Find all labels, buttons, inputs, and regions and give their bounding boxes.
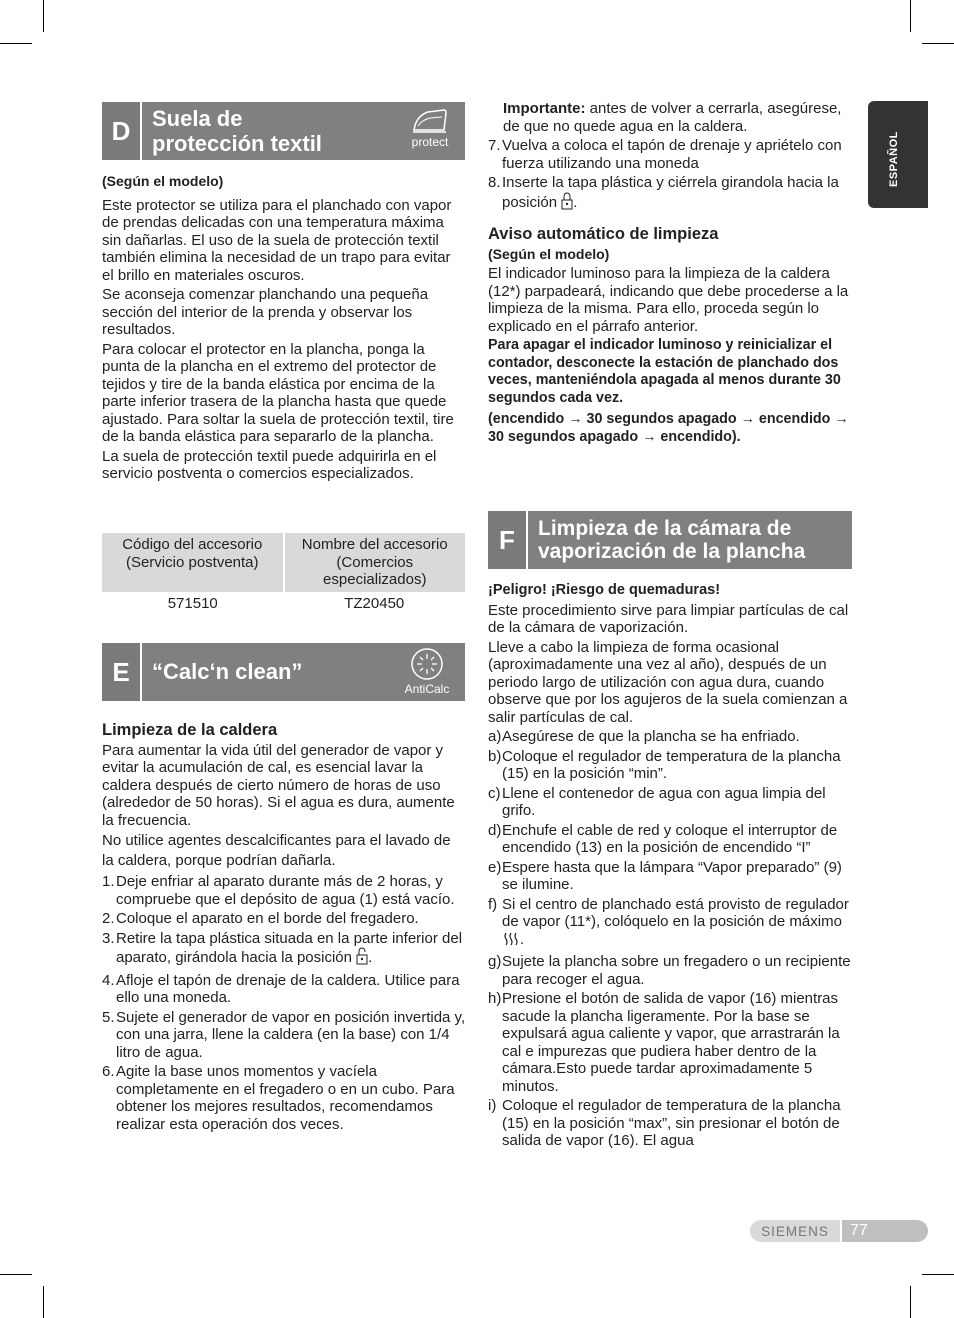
unlock-icon: [356, 947, 368, 970]
list-item: 3. Retire la tapa plástica situada en la parte inferior del aparato, girándola hacia la posición .: [102, 930, 466, 970]
paragraph: Para colocar el protector en la plancha, ponga la punta de la plancha en el extremo del protector de tejidos y tire de la banda elástica por encima de la parte inferior trasera de la plancha hasta que quede ajustado. Para soltar la suela de protección textil, tire de la banda elástica para separarlo de la plancha.: [102, 340, 454, 445]
page-number-box: [842, 1220, 928, 1242]
list-item: d) Enchufe el cable de red y coloque el interruptor de encendido (13) en la posición de encendido “I”: [488, 821, 838, 856]
brand-label: SIEMENS: [750, 1220, 840, 1242]
step-list: [488, 728, 854, 1150]
table-row: [102, 592, 465, 616]
accessory-table: [102, 533, 465, 615]
crop-mark: [922, 43, 954, 44]
model-note: (Según el modelo): [488, 245, 610, 262]
crop-mark: [0, 1274, 32, 1275]
table-header: Código del accesorio (Servicio postventa): [102, 533, 284, 592]
step-list: [488, 137, 852, 214]
section-title: Suela de protección textil: [152, 106, 322, 156]
crop-mark: [0, 43, 32, 44]
list-item: 4. Afloje el tapón de drenaje de la caldera. Utilice para ello una moneda.: [102, 971, 460, 1006]
left-column-e: [102, 722, 466, 1135]
crop-mark: [910, 0, 911, 32]
subheading: Aviso automático de limpieza: [488, 225, 719, 243]
list-item: i) Coloque el regulador de temperatura de la plancha (15) en la posición “max”, sin presionar el botón de salida de vapor (16). El agua: [488, 1097, 841, 1149]
accessory-table-wrap: [102, 533, 465, 615]
section-title: Limpieza de la cámara de vaporización de la plancha: [538, 517, 806, 563]
lock-icon: [561, 192, 573, 215]
table-cell: 571510: [167, 594, 218, 612]
step-list: [102, 873, 466, 1133]
section-title: “Calc‘n clean”: [152, 659, 303, 684]
important-note: Importante: antes de volver a cerrarla, asegúrese, de que no quede agua en la caldera.: [503, 100, 842, 135]
list-item: e) Espere hasta que la lámpara “Vapor preparado” (9) se ilumine.: [488, 858, 842, 893]
left-column: [102, 173, 466, 485]
paragraph: No utilice agentes descalcificantes para el lavado de la caldera, porque podrían dañarla.: [102, 832, 451, 869]
section-d-header: [102, 102, 465, 160]
section-e-header: [102, 643, 465, 701]
list-item: 1. Deje enfriar al aparato durante más de 2 horas, y compruebe que el depósito de agua (1) está vacío.: [102, 873, 455, 908]
language-tab: [868, 101, 928, 208]
list-item: 7. Vuelva a coloca el tapón de drenaje y apriételo con fuerza utilizando una moneda: [488, 137, 842, 172]
list-item: f) Si el centro de planchado está provisto de regulador de vapor (11*), colóquelo en la posición de máximo .: [488, 896, 854, 952]
right-column-top: [488, 100, 852, 448]
section-f-header: [488, 511, 852, 569]
reset-sequence: (encendido → 30 segundos apagado → encendido → 30 segundos apagado → encendido).: [488, 411, 849, 445]
list-item: g) Sujete la plancha sobre un fregadero o un recipiente para recoger el agua.: [488, 953, 851, 988]
section-letter: F: [488, 511, 528, 569]
crop-mark: [43, 1286, 44, 1318]
paragraph: Este protector se utiliza para el planchado con vapor de prendas delicadas con una temperatura máxima sin dañarlas. El uso de la suela de protección textil también elimina la necesidad de un trapo para evitar el brillo en materiales oscuros.: [102, 196, 452, 284]
iron-protect-icon: [401, 106, 459, 156]
list-item: 6. Agite la base unos momentos y vacíela completamente en el fregadero o en un cubo. Para obtener los mejores resultados, recomendamos realizar esta operación dos veces.: [102, 1063, 455, 1133]
icon-caption: protect: [411, 135, 449, 149]
list-item: 5. Sujete el generador de vapor en posición invertida y, con una jarra, llene la caldera (en la base) con 1/4 litro de agua.: [102, 1008, 466, 1061]
table-header: Nombre del accesorio (Comercios especializados): [284, 533, 466, 592]
crop-mark: [910, 1286, 911, 1318]
anticalc-icon: [395, 647, 459, 697]
list-item: b) Coloque el regulador de temperatura de la plancha (15) en la posición “min”.: [488, 747, 841, 782]
list-item: c) Llene el contenedor de agua con agua limpia del grifo.: [488, 784, 826, 819]
crop-mark: [922, 1274, 954, 1275]
crop-mark: [43, 0, 44, 32]
paragraph: Este procedimiento sirve para limpiar partículas de cal de la cámara de vaporización.: [488, 601, 849, 636]
paragraph: Para aumentar la vida útil del generador de vapor y evitar la acumulación de cal, es esencial lavar la caldera después de cierto número de horas de uso (alrededor de 50 horas). Si el agua es dura, aumente la frecuencia.: [102, 741, 455, 829]
paragraph: El indicador luminoso para la limpieza de la caldera (12*) parpadeará, indicando que debe procederse a la limpieza de la misma. Para ello, proceda según lo explicado en el párrafo anterior.: [488, 265, 849, 335]
right-column-f: [488, 582, 854, 1152]
list-item: a) Asegúrese de que la plancha se ha enfriado.: [488, 728, 800, 745]
paragraph: La suela de protección textil puede adquirirla en el servicio postventa o comercios especializados.: [102, 447, 437, 482]
icon-caption: AntiCalc: [404, 682, 450, 696]
list-item: h) Presione el botón de salida de vapor (16) mientras sacude la plancha ligeramente. Por la base se expulsará agua caliente y vapor, que arrastrarán la cal e impurezas que pudiera haber dentro de la cámara.Esto puede tardar aproximadamente 5 minutos.: [488, 990, 840, 1095]
language-label: ESPAÑOL: [888, 131, 900, 187]
list-item: 2. Coloque el aparato en el borde del fregadero.: [102, 910, 419, 927]
reset-instructions: Para apagar el indicador luminoso y reinicializar el contador, desconecte la estación de planchado dos veces, manteniéndola apagada al menos durante 30 segundos cada vez.: [488, 337, 841, 406]
danger-warning: ¡Peligro! ¡Riesgo de quemaduras!: [488, 582, 721, 598]
subheading: Limpieza de la caldera: [102, 721, 278, 739]
model-note: (Según el modelo): [102, 173, 224, 189]
paragraph: Se aconseja comenzar planchando una pequeña sección del interior de la prenda y observar los resultados.: [102, 286, 429, 338]
section-letter: D: [102, 102, 142, 160]
page-number: 77: [850, 1222, 868, 1239]
steam-max-icon: [502, 931, 520, 952]
section-letter: E: [102, 643, 142, 701]
list-item: 8. Inserte la tapa plástica y ciérrela girandola hacia la posición .: [488, 174, 852, 214]
paragraph: Lleve a cabo la limpieza de forma ocasional (aproximadamente una vez al año), después de un periodo largo de utilización con agua dura, cuando observe que por los agujeros de la suela comienzan a salir partículas de cal.: [488, 638, 848, 726]
table-cell: TZ20450: [344, 594, 405, 612]
